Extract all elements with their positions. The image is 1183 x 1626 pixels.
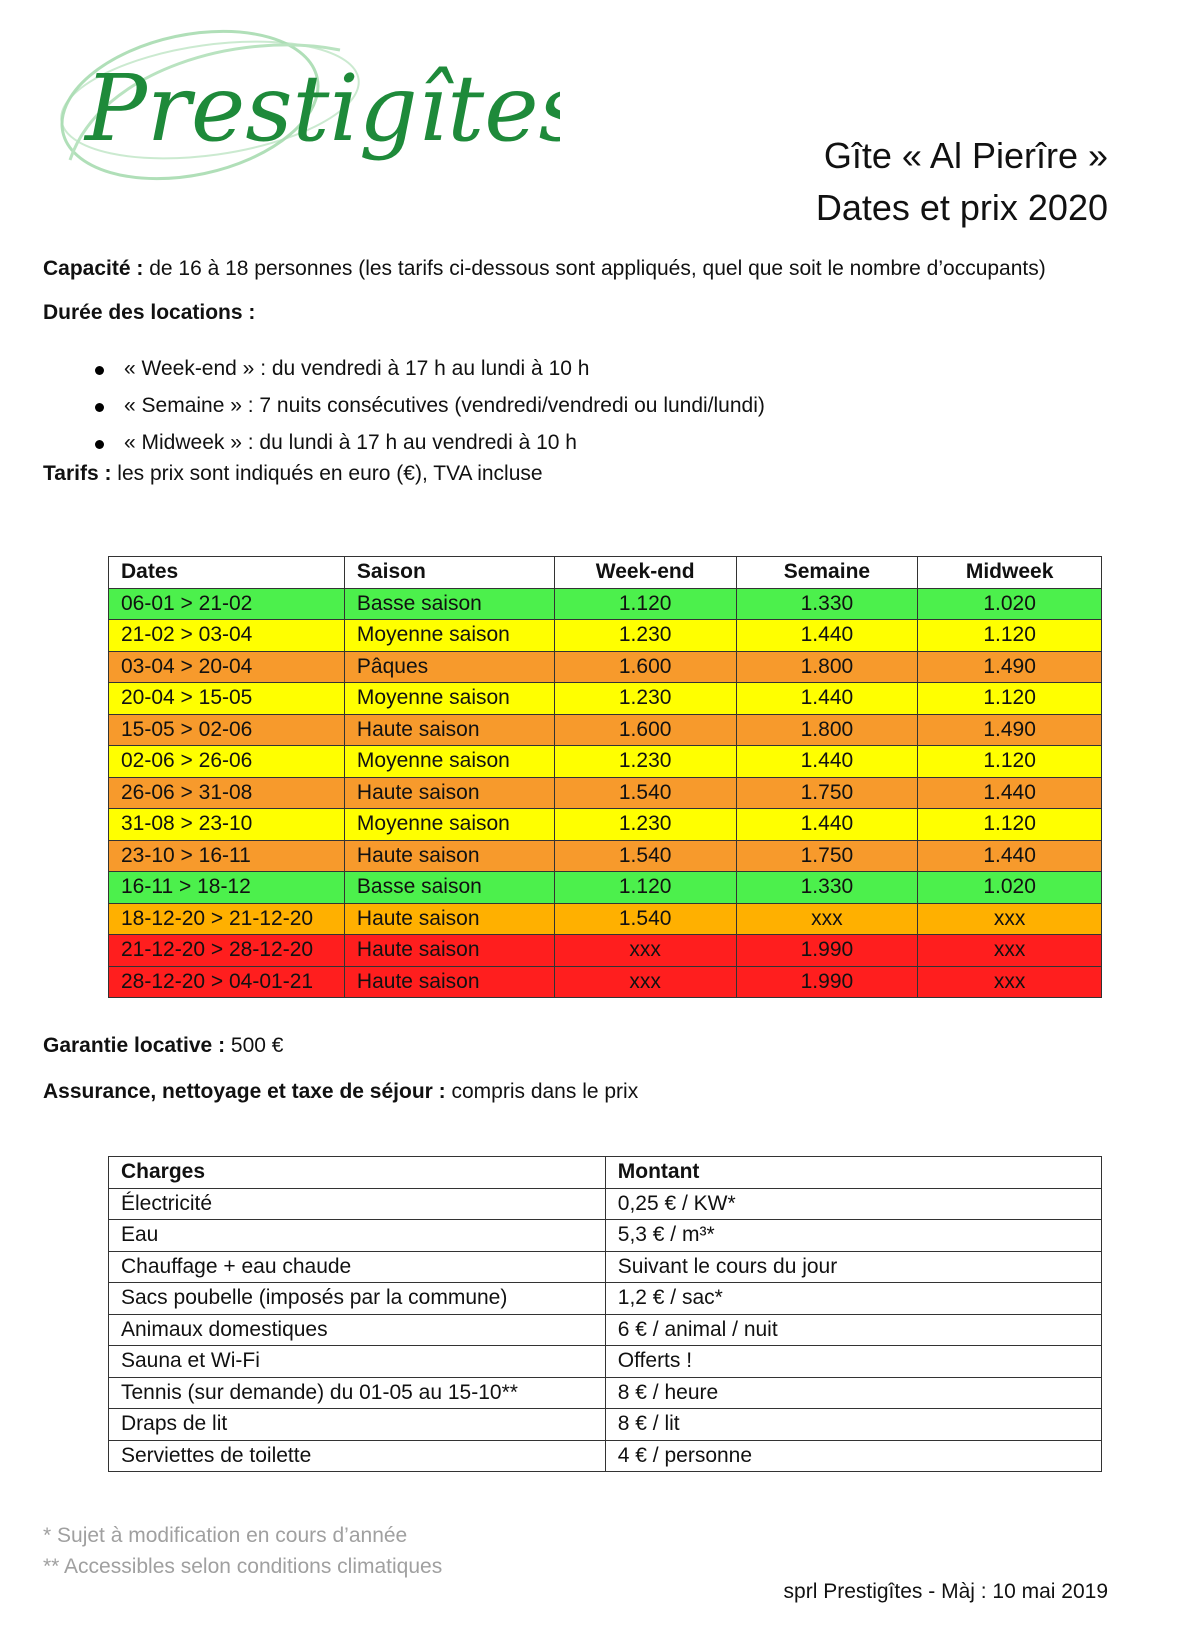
table-row — [109, 1283, 1102, 1315]
cell-midweek: 1.120 — [918, 683, 1102, 715]
table-row — [109, 809, 1102, 841]
cell-saison: Haute saison — [344, 903, 554, 935]
table-row — [109, 1220, 1102, 1252]
header-charges: Charges — [109, 1157, 606, 1189]
charges-table — [108, 1156, 1102, 1472]
cell-semaine: 1.800 — [736, 714, 918, 746]
cell-semaine: 1.440 — [736, 809, 918, 841]
cell-montant: 5,3 € / m³* — [605, 1220, 1101, 1252]
deposit-line — [43, 1034, 283, 1058]
table-row — [109, 935, 1102, 967]
header-semaine: Semaine — [736, 557, 918, 589]
cell-charge: Draps de lit — [109, 1409, 606, 1441]
table-row — [109, 777, 1102, 809]
cell-dates: 26-06 > 31-08 — [109, 777, 345, 809]
cell-semaine: 1.750 — [736, 840, 918, 872]
cell-saison: Haute saison — [344, 966, 554, 998]
cell-charge: Chauffage + eau chaude — [109, 1251, 606, 1283]
tariffs-line — [43, 462, 543, 486]
cell-midweek: 1.120 — [918, 809, 1102, 841]
charges-header-row — [109, 1157, 1102, 1189]
cell-saison: Haute saison — [344, 935, 554, 967]
header-dates: Dates — [109, 557, 345, 589]
table-row — [109, 903, 1102, 935]
cell-charge: Électricité — [109, 1188, 606, 1220]
cell-weekend: 1.230 — [554, 620, 736, 652]
header-weekend: Week-end — [554, 557, 736, 589]
cell-saison: Basse saison — [344, 588, 554, 620]
bullet-icon — [95, 366, 104, 375]
cell-montant: 6 € / animal / nuit — [605, 1314, 1101, 1346]
cell-saison: Haute saison — [344, 840, 554, 872]
footer-text: sprl Prestigîtes - Màj : 10 mai 2019 — [783, 1580, 1108, 1603]
cell-dates: 06-01 > 21-02 — [109, 588, 345, 620]
cell-weekend: xxx — [554, 935, 736, 967]
table-row — [109, 1377, 1102, 1409]
title-line-2: Dates et prix 2020 — [815, 187, 1108, 228]
cell-charge: Sauna et Wi-Fi — [109, 1346, 606, 1378]
table-row — [109, 1440, 1102, 1472]
cell-charge: Sacs poubelle (imposés par la commune) — [109, 1283, 606, 1315]
list-item: « Semaine » : 7 nuits consécutives (vendredi/vendredi ou lundi/lundi) — [95, 394, 765, 431]
cell-semaine: 1.440 — [736, 746, 918, 778]
capacity-text: de 16 à 18 personnes (les tarifs ci-dessous sont appliqués, quel que soit le nombre d’occupants) — [143, 257, 1046, 280]
cell-dates: 21-02 > 03-04 — [109, 620, 345, 652]
cell-montant: 8 € / heure — [605, 1377, 1101, 1409]
included-label: Assurance, nettoyage et taxe de séjour : — [43, 1080, 446, 1103]
cell-midweek: 1.020 — [918, 588, 1102, 620]
duration-list — [95, 357, 765, 468]
cell-semaine: 1.800 — [736, 651, 918, 683]
cell-semaine: xxx — [736, 903, 918, 935]
table-row — [109, 1314, 1102, 1346]
cell-semaine: 1.990 — [736, 966, 918, 998]
footnote-1: * Sujet à modification en cours d’année — [43, 1524, 408, 1547]
capacity-line — [43, 257, 1046, 281]
table-row — [109, 1346, 1102, 1378]
cell-charge: Serviettes de toilette — [109, 1440, 606, 1472]
cell-semaine: 1.750 — [736, 777, 918, 809]
cell-dates: 02-06 > 26-06 — [109, 746, 345, 778]
title-line-1: Gîte « Al Pierîre » — [823, 135, 1108, 176]
cell-midweek: 1.490 — [918, 651, 1102, 683]
cell-midweek: xxx — [918, 935, 1102, 967]
cell-saison: Moyenne saison — [344, 620, 554, 652]
cell-dates: 15-05 > 02-06 — [109, 714, 345, 746]
document-title — [816, 130, 1108, 234]
duration-heading — [43, 301, 255, 325]
cell-semaine: 1.440 — [736, 620, 918, 652]
tariffs-label: Tarifs : — [43, 462, 112, 485]
cell-midweek: 1.120 — [918, 620, 1102, 652]
cell-montant: 8 € / lit — [605, 1409, 1101, 1441]
rates-table — [108, 556, 1102, 998]
header-montant: Montant — [605, 1157, 1101, 1189]
cell-weekend: 1.540 — [554, 903, 736, 935]
cell-midweek: 1.440 — [918, 840, 1102, 872]
cell-weekend: 1.230 — [554, 746, 736, 778]
cell-dates: 20-04 > 15-05 — [109, 683, 345, 715]
table-row — [109, 588, 1102, 620]
table-row — [109, 966, 1102, 998]
duration-label: Durée des locations : — [43, 301, 256, 324]
footnotes — [43, 1520, 442, 1582]
cell-semaine: 1.330 — [736, 588, 918, 620]
deposit-label: Garantie locative : — [43, 1034, 226, 1057]
tariffs-text: les prix sont indiqués en euro (€), TVA incluse — [111, 462, 543, 485]
cell-midweek: 1.490 — [918, 714, 1102, 746]
cell-midweek: 1.440 — [918, 777, 1102, 809]
cell-weekend: 1.230 — [554, 809, 736, 841]
cell-midweek: xxx — [918, 903, 1102, 935]
cell-weekend: xxx — [554, 966, 736, 998]
cell-midweek: xxx — [918, 966, 1102, 998]
cell-dates: 23-10 > 16-11 — [109, 840, 345, 872]
table-row — [109, 840, 1102, 872]
table-row — [109, 746, 1102, 778]
cell-montant: 0,25 € / KW* — [605, 1188, 1101, 1220]
logo-wordmark: Prestigîtes — [85, 55, 560, 162]
cell-saison: Moyenne saison — [344, 683, 554, 715]
cell-weekend: 1.230 — [554, 683, 736, 715]
cell-saison: Moyenne saison — [344, 746, 554, 778]
list-item: « Midweek » : du lundi à 17 h au vendredi à 10 h — [95, 431, 765, 468]
cell-saison: Haute saison — [344, 714, 554, 746]
cell-saison: Moyenne saison — [344, 809, 554, 841]
company-logo — [40, 10, 560, 210]
cell-dates: 21-12-20 > 28-12-20 — [109, 935, 345, 967]
cell-weekend: 1.540 — [554, 840, 736, 872]
cell-charge: Animaux domestiques — [109, 1314, 606, 1346]
cell-midweek: 1.120 — [918, 746, 1102, 778]
cell-saison: Pâques — [344, 651, 554, 683]
table-row — [109, 1409, 1102, 1441]
rates-header-row — [109, 557, 1102, 589]
capacity-label: Capacité : — [43, 257, 144, 280]
cell-montant: Suivant le cours du jour — [605, 1251, 1101, 1283]
table-row — [109, 620, 1102, 652]
cell-montant: 4 € / personne — [605, 1440, 1101, 1472]
table-row — [109, 714, 1102, 746]
bullet-icon — [95, 403, 104, 412]
table-row — [109, 1188, 1102, 1220]
cell-saison: Basse saison — [344, 872, 554, 904]
cell-weekend: 1.600 — [554, 714, 736, 746]
cell-dates: 18-12-20 > 21-12-20 — [109, 903, 345, 935]
cell-charge: Eau — [109, 1220, 606, 1252]
header-saison: Saison — [344, 557, 554, 589]
cell-semaine: 1.330 — [736, 872, 918, 904]
header-midweek: Midweek — [918, 557, 1102, 589]
table-row — [109, 651, 1102, 683]
cell-dates: 16-11 > 18-12 — [109, 872, 345, 904]
included-line — [43, 1080, 638, 1104]
list-item: « Week-end » : du vendredi à 17 h au lundi à 10 h — [95, 357, 765, 394]
table-row — [109, 1251, 1102, 1283]
bullet-icon — [95, 440, 104, 449]
cell-dates: 31-08 > 23-10 — [109, 809, 345, 841]
cell-weekend: 1.120 — [554, 588, 736, 620]
cell-semaine: 1.440 — [736, 683, 918, 715]
cell-charge: Tennis (sur demande) du 01-05 au 15-10** — [109, 1377, 606, 1409]
included-text: compris dans le prix — [445, 1080, 639, 1103]
cell-saison: Haute saison — [344, 777, 554, 809]
cell-weekend: 1.120 — [554, 872, 736, 904]
table-row — [109, 683, 1102, 715]
cell-montant: Offerts ! — [605, 1346, 1101, 1378]
table-row — [109, 872, 1102, 904]
cell-montant: 1,2 € / sac* — [605, 1283, 1101, 1315]
deposit-text: 500 € — [225, 1034, 284, 1057]
cell-midweek: 1.020 — [918, 872, 1102, 904]
cell-weekend: 1.540 — [554, 777, 736, 809]
footnote-2: ** Accessibles selon conditions climatiques — [43, 1555, 443, 1578]
cell-dates: 28-12-20 > 04-01-21 — [109, 966, 345, 998]
cell-dates: 03-04 > 20-04 — [109, 651, 345, 683]
cell-weekend: 1.600 — [554, 651, 736, 683]
prestigites-logo-graphic — [40, 10, 560, 210]
cell-semaine: 1.990 — [736, 935, 918, 967]
